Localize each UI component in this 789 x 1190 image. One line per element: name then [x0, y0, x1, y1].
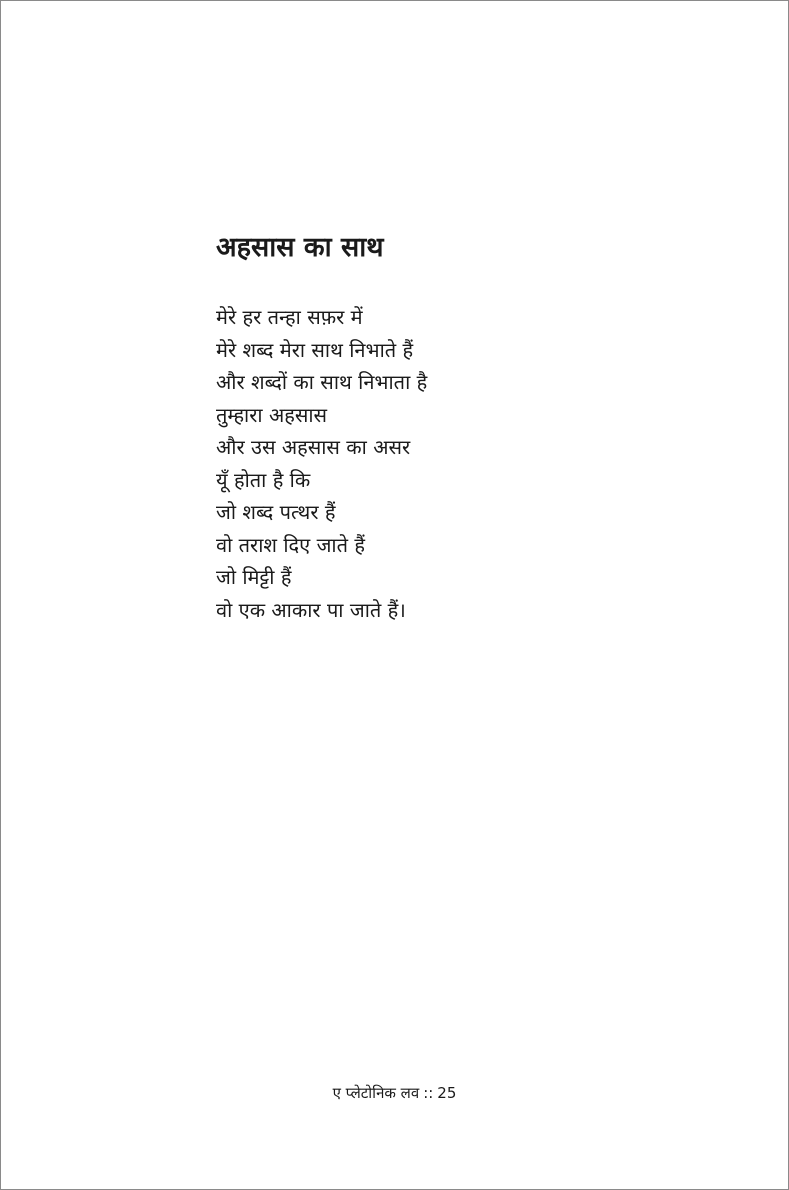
poem-line-1: मेरे हर तन्हा सफ़र में: [216, 305, 363, 329]
poem-line-7: जो शब्द पत्थर हैं: [216, 500, 336, 524]
poem-line-3: और शब्दों का साथ निभाता है: [216, 370, 428, 394]
poem-line-8: वो तराश दिए जाते हैं: [216, 532, 365, 557]
poem-line-5: और उस अहसास का असर: [216, 435, 411, 459]
footer-book-title: ए प्लेटोनिक लव: [332, 1084, 420, 1102]
poem-body: [216, 301, 427, 626]
poem-line-9: जो मिट्टी हैं: [216, 565, 292, 589]
footer-separator: ::: [423, 1084, 434, 1102]
poem-line-2: मेरे शब्द मेरा साथ निभाते हैं: [216, 337, 414, 362]
poem-line-4: तुम्हारा अहसास: [216, 402, 328, 427]
page-footer: [0, 1080, 789, 1106]
page-number: 25: [437, 1084, 457, 1102]
poem-title: अहसास का साथ: [216, 232, 384, 263]
poem-line-6: यूँ होता है कि: [216, 467, 311, 492]
poem-line-10: वो एक आकार पा जाते हैं।: [216, 597, 406, 622]
